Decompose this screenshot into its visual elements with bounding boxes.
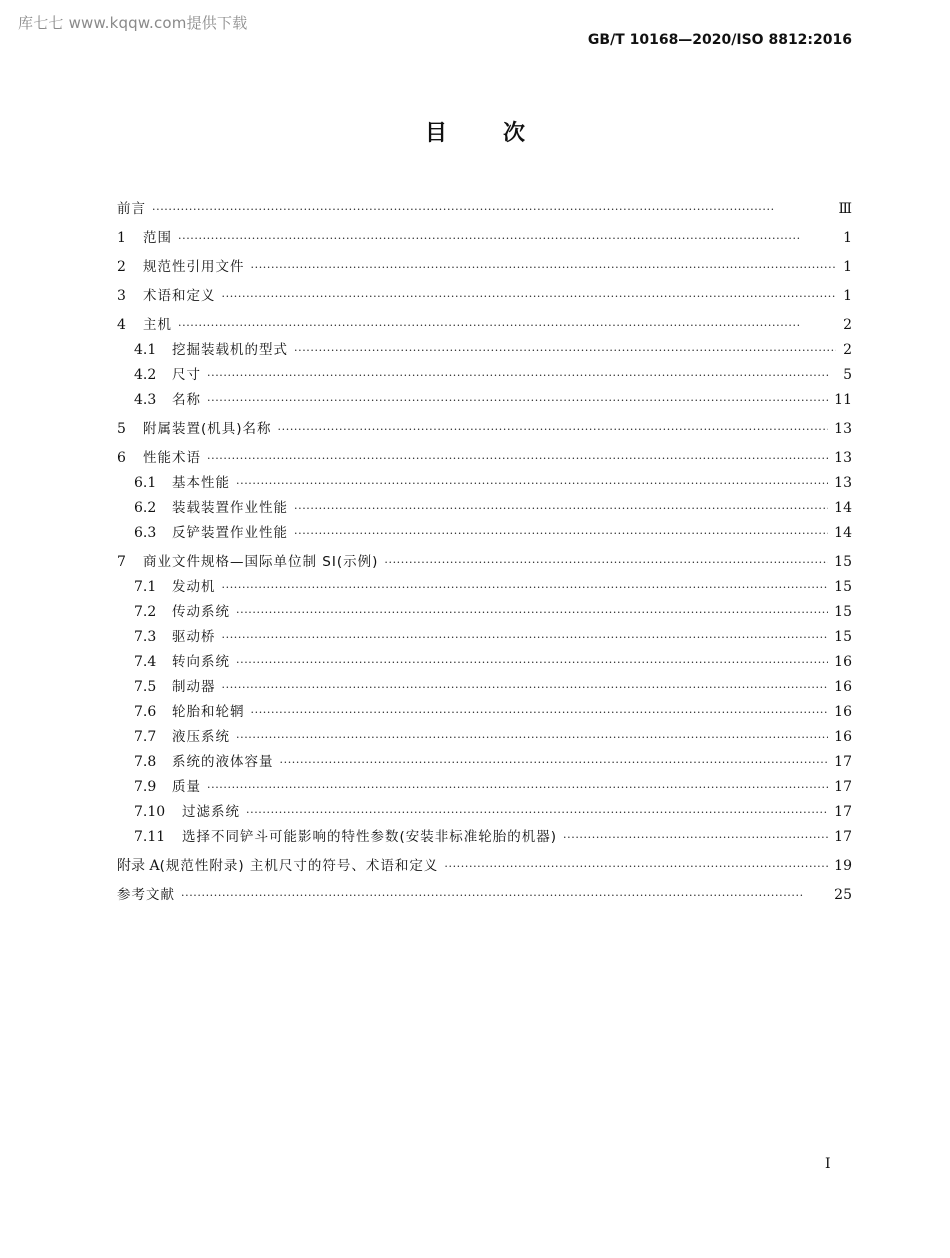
toc-entry-number: 4	[117, 317, 126, 333]
toc-entry-page: 13	[834, 421, 852, 437]
toc-entry[interactable]	[117, 725, 852, 750]
toc-entry-title: 转向系统	[172, 654, 230, 670]
toc-entry[interactable]	[117, 675, 852, 700]
toc-entry-title: 主机	[143, 317, 172, 333]
toc-leader-dots	[222, 675, 829, 700]
toc-leader-dots	[236, 471, 828, 496]
toc-entry[interactable]	[117, 854, 852, 879]
toc-entry-title: 术语和定义	[143, 288, 216, 304]
toc-leader-dots	[294, 496, 828, 521]
toc-entry[interactable]	[117, 650, 852, 675]
toc-entry[interactable]	[117, 825, 852, 850]
toc-entry-page: 1	[843, 288, 852, 304]
toc-entry-page: 15	[834, 579, 852, 595]
toc-entry-page: 2	[843, 342, 852, 358]
toc-entry-title: 性能术语	[143, 450, 201, 466]
toc-entry-number: 3	[117, 288, 126, 304]
toc-leader-dots	[178, 226, 836, 251]
toc-leader-dots	[222, 284, 837, 309]
toc-entry-number: 7.3	[134, 629, 157, 645]
toc-entry-title: 基本性能	[172, 475, 230, 491]
toc-entry-number: 4.1	[134, 342, 157, 358]
watermark-text: 库七七 www.kqqw.com提供下载	[18, 14, 248, 32]
toc-leader-dots	[222, 625, 829, 650]
toc-entry-title: 系统的液体容量	[172, 754, 274, 770]
toc-entry-title: 装载装置作业性能	[172, 500, 288, 516]
toc-entry-number: 附录 A	[117, 858, 160, 874]
table-of-contents	[117, 193, 852, 908]
toc-entry-number: 7.11	[134, 829, 166, 845]
toc-entry[interactable]	[117, 255, 852, 280]
toc-entry-number: 2	[117, 259, 126, 275]
toc-entry-page: 17	[834, 804, 852, 820]
toc-entry-title: 发动机	[172, 579, 216, 595]
toc-leader-dots	[280, 750, 829, 775]
toc-leader-dots	[222, 575, 829, 600]
toc-entry[interactable]	[117, 496, 852, 521]
toc-leader-dots	[294, 338, 836, 363]
toc-entry-page: 1	[843, 259, 852, 275]
toc-entry[interactable]	[117, 226, 852, 251]
toc-entry[interactable]	[117, 471, 852, 496]
toc-entry[interactable]	[117, 883, 852, 908]
toc-entry-title: 名称	[172, 392, 201, 408]
toc-entry-number: 1	[117, 230, 126, 246]
toc-entry-page: Ⅲ	[838, 201, 852, 217]
page-title: 目次	[424, 121, 581, 146]
toc-entry-number: 7	[117, 554, 126, 570]
toc-entry-page: 13	[834, 475, 852, 491]
toc-entry[interactable]	[117, 600, 852, 625]
toc-entry-number: 6.1	[134, 475, 157, 491]
toc-entry-page: 5	[843, 367, 852, 383]
toc-entry-number: 6.2	[134, 500, 157, 516]
toc-entry-page: 11	[834, 392, 852, 408]
toc-entry[interactable]	[117, 750, 852, 775]
toc-entry-page: 15	[834, 629, 852, 645]
toc-entry-title: 轮胎和轮辋	[172, 704, 245, 720]
toc-leader-dots	[246, 800, 828, 825]
toc-entry-title: 传动系统	[172, 604, 230, 620]
toc-entry-page: 25	[834, 887, 852, 903]
toc-entry-page: 17	[834, 754, 852, 770]
toc-entry[interactable]	[117, 800, 852, 825]
toc-entry-title: 规范性引用文件	[143, 259, 245, 275]
toc-entry-title: 尺寸	[172, 367, 201, 383]
toc-entry-number: 6.3	[134, 525, 157, 541]
toc-entry-page: 1	[843, 230, 852, 246]
toc-entry-page: 16	[834, 654, 852, 670]
toc-entry-page: 15	[834, 604, 852, 620]
toc-entry-page: 14	[834, 525, 852, 541]
toc-leader-dots	[207, 363, 836, 388]
toc-entry-title: 制动器	[172, 679, 216, 695]
toc-entry-number: 4.2	[134, 367, 157, 383]
toc-entry-page: 17	[834, 779, 852, 795]
toc-entry-number: 6	[117, 450, 126, 466]
toc-entry-number: 7.10	[134, 804, 166, 820]
toc-entry[interactable]	[117, 521, 852, 546]
toc-entry-title: 参考文献	[117, 887, 175, 903]
toc-entry-page: 2	[843, 317, 852, 333]
toc-entry-page: 16	[834, 679, 852, 695]
toc-leader-dots	[207, 775, 828, 800]
toc-leader-dots	[563, 825, 828, 850]
toc-entry[interactable]	[117, 550, 852, 575]
toc-entry-title: 商业文件规格—国际单位制 SI(示例)	[143, 554, 379, 570]
toc-entry[interactable]	[117, 775, 852, 800]
toc-entry-title: 前言	[117, 201, 146, 217]
toc-leader-dots	[384, 550, 828, 575]
toc-entry-title: 选择不同铲斗可能影响的特性参数(安装非标准轮胎的机器)	[182, 829, 558, 845]
toc-entry-number: 7.9	[134, 779, 157, 795]
toc-leader-dots	[236, 650, 828, 675]
toc-entry-page: 13	[834, 450, 852, 466]
standard-code: GB/T 10168—2020/ISO 8812:2016	[587, 32, 852, 48]
toc-entry[interactable]	[117, 284, 852, 309]
toc-entry-title: 质量	[172, 779, 201, 795]
toc-entry[interactable]	[117, 388, 852, 413]
toc-entry-number: 7.5	[134, 679, 157, 695]
toc-entry[interactable]	[117, 363, 852, 388]
toc-entry-title: 反铲装置作业性能	[172, 525, 288, 541]
toc-leader-dots	[251, 700, 829, 725]
toc-entry-title: 过滤系统	[182, 804, 240, 820]
toc-entry-number: 7.2	[134, 604, 157, 620]
toc-entry-number: 7.4	[134, 654, 157, 670]
toc-entry-page: 16	[834, 729, 852, 745]
toc-leader-dots	[178, 313, 836, 338]
toc-entry-number: 7.6	[134, 704, 157, 720]
toc-entry[interactable]	[117, 197, 852, 222]
toc-leader-dots	[207, 388, 828, 413]
toc-entry[interactable]	[117, 417, 852, 442]
toc-entry[interactable]	[117, 575, 852, 600]
toc-leader-dots	[251, 255, 837, 280]
toc-entry-number: 7.1	[134, 579, 157, 595]
toc-leader-dots	[207, 446, 828, 471]
toc-entry-title: 驱动桥	[172, 629, 216, 645]
toc-entry-number: 5	[117, 421, 126, 437]
toc-leader-dots	[236, 600, 828, 625]
toc-entry-title: 附属装置(机具)名称	[143, 421, 272, 437]
toc-entry[interactable]	[117, 313, 852, 338]
toc-entry[interactable]	[117, 625, 852, 650]
toc-entry-page: 19	[834, 858, 852, 874]
toc-entry-page: 15	[834, 554, 852, 570]
toc-entry[interactable]	[117, 446, 852, 471]
toc-entry-page: 14	[834, 500, 852, 516]
toc-entry-number: 4.3	[134, 392, 157, 408]
toc-leader-dots	[181, 883, 828, 908]
toc-entry[interactable]	[117, 338, 852, 363]
toc-entry[interactable]	[117, 700, 852, 725]
toc-entry-title: 挖掘装载机的型式	[172, 342, 288, 358]
toc-entry-number: 7.8	[134, 754, 157, 770]
toc-entry-page: 16	[834, 704, 852, 720]
toc-entry-title: 液压系统	[172, 729, 230, 745]
toc-entry-title: (规范性附录) 主机尺寸的符号、术语和定义	[159, 858, 439, 874]
toc-entry-page: 17	[834, 829, 852, 845]
toc-leader-dots	[294, 521, 828, 546]
toc-leader-dots	[152, 197, 832, 222]
toc-entry-title: 范围	[143, 230, 172, 246]
toc-leader-dots	[444, 854, 828, 879]
page-number: I	[825, 1156, 831, 1172]
toc-leader-dots	[236, 725, 828, 750]
toc-entry-number: 7.7	[134, 729, 157, 745]
toc-leader-dots	[278, 417, 829, 442]
